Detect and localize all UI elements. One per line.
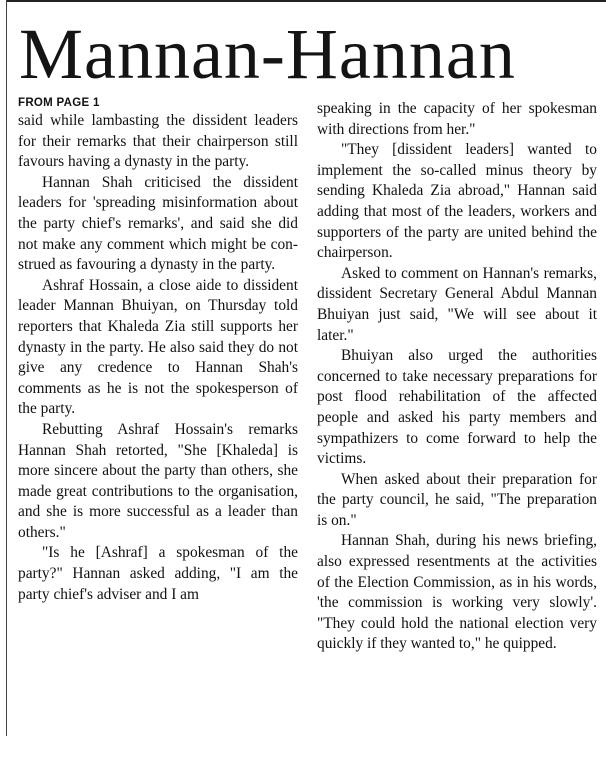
paragraph: "Is he [Ashraf] a spokesman of the party?" Hannan asked adding, "I am the party chief's adviser and I am (18, 544, 298, 603)
article-column-left (18, 96, 298, 605)
paragraph: Hannan Shah criticised the dissident leaders for 'spreading misinformation about the party chief's remarks', and said she did not make any comment which might be construed as favouring a dynasty in the party. (18, 173, 298, 274)
left-border-rule (6, 0, 7, 736)
paragraph: When asked about their preparation for the party council, he said, "The preparation is on." (317, 470, 597, 529)
continuation-kicker: FROM PAGE 1 (18, 97, 100, 109)
paragraph: "They [dissident leaders] wanted to implement the so-called minus theory by sending Khaleda Zia abroad," Hannan said adding that most of the leaders, workers and supporters of the party are united behind the chairperson. (317, 141, 597, 262)
paragraph: Rebutting Ashraf Hossain's remarks Hannan Shah retorted, "She [Khaleda] is more sincere about the party than others, she made great contributions to the organisation, and she is more successful as a leader than others." (18, 420, 298, 541)
paragraph: Ashraf Hossain, a close aide to dissident leader Mannan Bhuiyan, on Thursday told reporters that Khaleda Zia still supports her dynasty in the party. He also said they do not give any credence to Hannan Shah's comments as he is not the spokesperson of the party. (18, 276, 298, 418)
paragraph: Hannan Shah, during his news briefing, also expressed resentments at the activities of the Election Commission, as in his words, 'the commission is working very slowly'. "They could hold the national election very quickly if they wanted to," he quipped. (317, 532, 597, 653)
paragraph: said while lambasting the dissident leaders for their remarks that their chairperson still favours having a dynasty in the party. (18, 112, 298, 171)
article-column-right (317, 99, 597, 655)
paragraph: Bhuiyan also urged the authorities concerned to take necessary preparations for post flood rehabilitation of the affected people and asked his party members and sympathizers to come forward to help the victims. (317, 347, 597, 468)
top-border-rule (6, 0, 606, 2)
paragraph: speaking in the capacity of her spokesman with directions from her." (317, 100, 597, 138)
headline: Mannan-Hannan (19, 14, 516, 94)
paragraph: Asked to comment on Hannan's remarks, dissident Secretary General Abdul Mannan Bhuiyan just said, "We will see about it later." (317, 264, 597, 344)
